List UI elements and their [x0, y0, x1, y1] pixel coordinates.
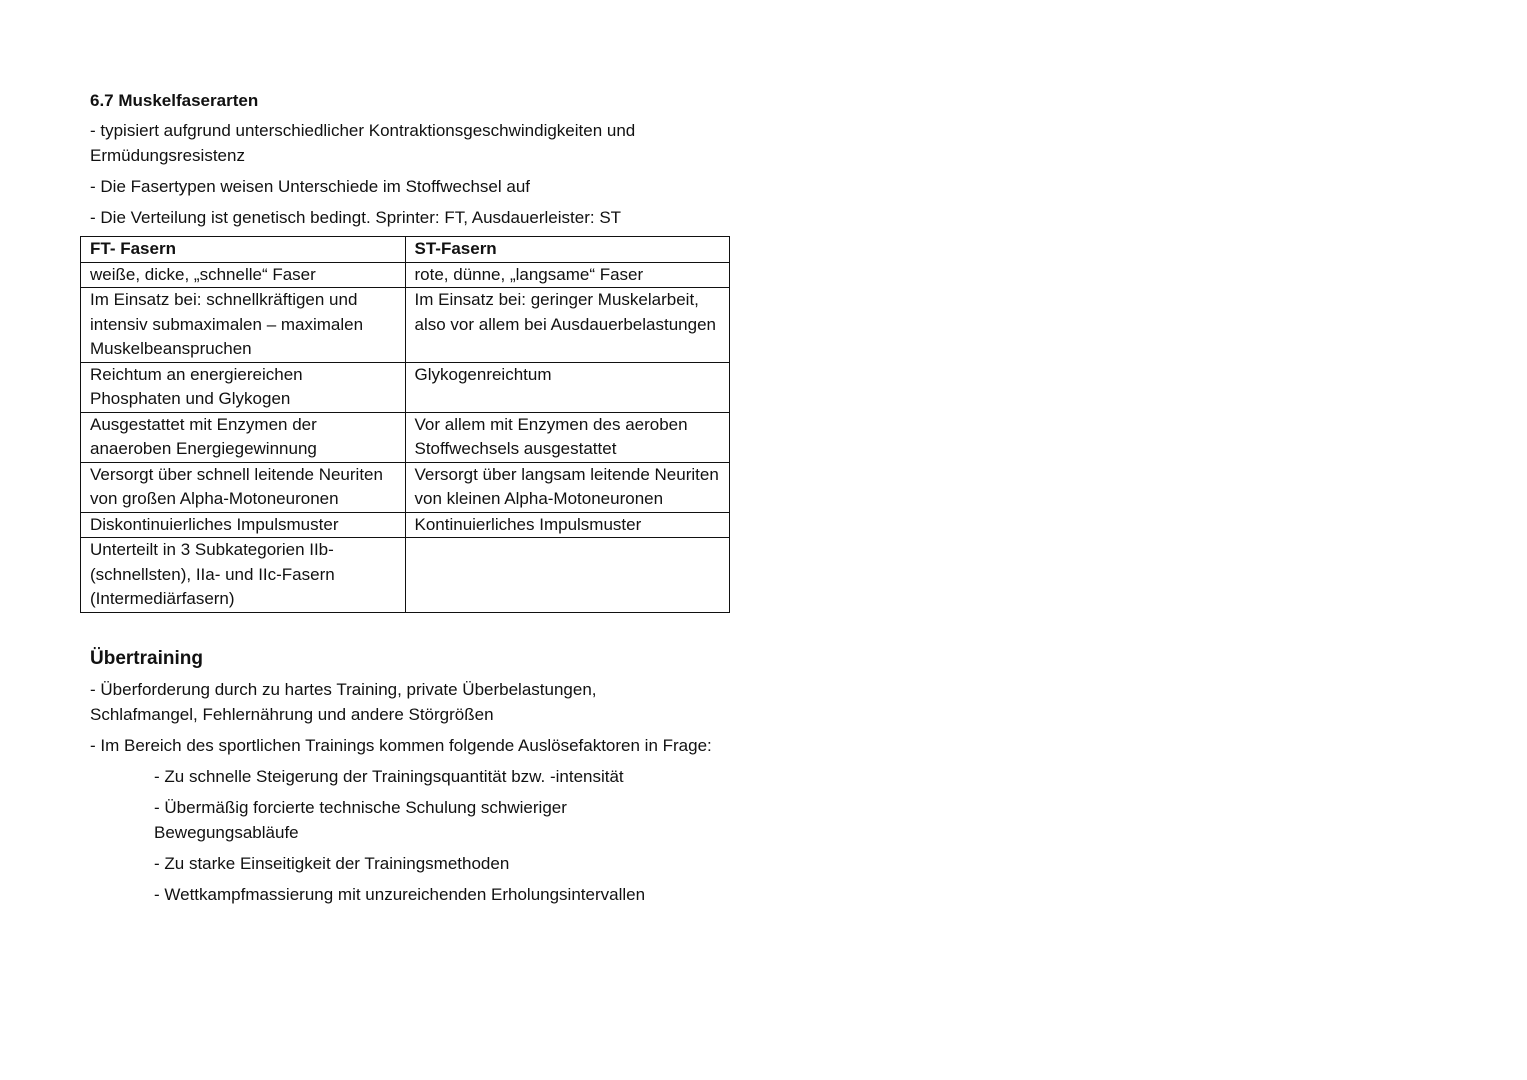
table-cell-st: Vor allem mit Enzymen des aeroben Stoffwechsels ausgestattet: [405, 412, 730, 462]
table-cell-ft: Reichtum an energiereichen Phosphaten und Glykogen: [81, 362, 406, 412]
table-cell-st: Kontinuierliches Impulsmuster: [405, 512, 730, 538]
table-cell-ft: weiße, dicke, „schnelle“ Faser: [81, 262, 406, 288]
table-cell-st: Glykogenreichtum: [405, 362, 730, 412]
table-cell-st: Im Einsatz bei: geringer Muskelarbeit, also vor allem bei Ausdauerbelastungen: [405, 288, 730, 363]
header-ft-fasern: FT- Fasern: [81, 237, 406, 263]
table-cell-st: Versorgt über langsam leitende Neuriten von kleinen Alpha-Motoneuronen: [405, 462, 730, 512]
table-row: [81, 262, 730, 288]
section-heading-uebertraining: Übertraining: [90, 647, 203, 669]
bullet-ueberforderung: - Überforderung durch zu hartes Training, private Überbelastungen, Schlafmangel, Fehlernährung und andere Störgrößen: [90, 679, 597, 724]
table-header-row: [81, 237, 730, 263]
table-cell-ft: Unterteilt in 3 Subkategorien IIb- (schnellsten), IIa- und IIc-Fasern (Intermediärfasern): [81, 538, 406, 613]
list-item: - Übermäßig forcierte technische Schulung schwieriger Bewegungsabläufe: [154, 797, 567, 842]
table-cell-st: rote, dünne, „langsame“ Faser: [405, 262, 730, 288]
table-row: [81, 288, 730, 363]
list-item: - Zu starke Einseitigkeit der Trainingsmethoden: [154, 853, 510, 873]
ausloesefaktoren-list: [90, 764, 740, 907]
list-item: - Wettkampfmassierung mit unzureichenden Erholungsintervallen: [154, 884, 646, 904]
fiber-comparison-table: [80, 236, 730, 613]
document-page: [90, 88, 740, 913]
table-cell-ft: Versorgt über schnell leitende Neuriten von großen Alpha-Motoneuronen: [81, 462, 406, 512]
bullet-verteilung: - Die Verteilung ist genetisch bedingt. Sprinter: FT, Ausdauerleister: ST: [90, 208, 622, 227]
table-row: [81, 538, 730, 613]
table-cell-ft: Diskontinuierliches Impulsmuster: [81, 512, 406, 538]
table-row: [81, 462, 730, 512]
table-row: [81, 412, 730, 462]
table-cell-st: [405, 538, 730, 613]
list-item: - Zu schnelle Steigerung der Trainingsquantität bzw. -intensität: [154, 766, 624, 786]
table-row: [81, 512, 730, 538]
bullet-fasertypen: - Die Fasertypen weisen Unterschiede im Stoffwechsel auf: [90, 177, 530, 196]
table-row: [81, 362, 730, 412]
bullet-ausloesefaktoren: - Im Bereich des sportlichen Trainings kommen folgende Auslösefaktoren in Frage:: [90, 735, 712, 755]
bullet-typisiert: - typisiert aufgrund unterschiedlicher Kontraktionsgeschwindigkeiten und Ermüdungsresistenz: [90, 121, 636, 165]
table-cell-ft: Ausgestattet mit Enzymen der anaeroben Energiegewinnung: [81, 412, 406, 462]
section-heading-muskelfaserarten: 6.7 Muskelfaserarten: [90, 91, 259, 110]
header-st-fasern: ST-Fasern: [405, 237, 730, 263]
table-cell-ft: Im Einsatz bei: schnellkräftigen und intensiv submaximalen – maximalen Muskelbeanspruchen: [81, 288, 406, 363]
